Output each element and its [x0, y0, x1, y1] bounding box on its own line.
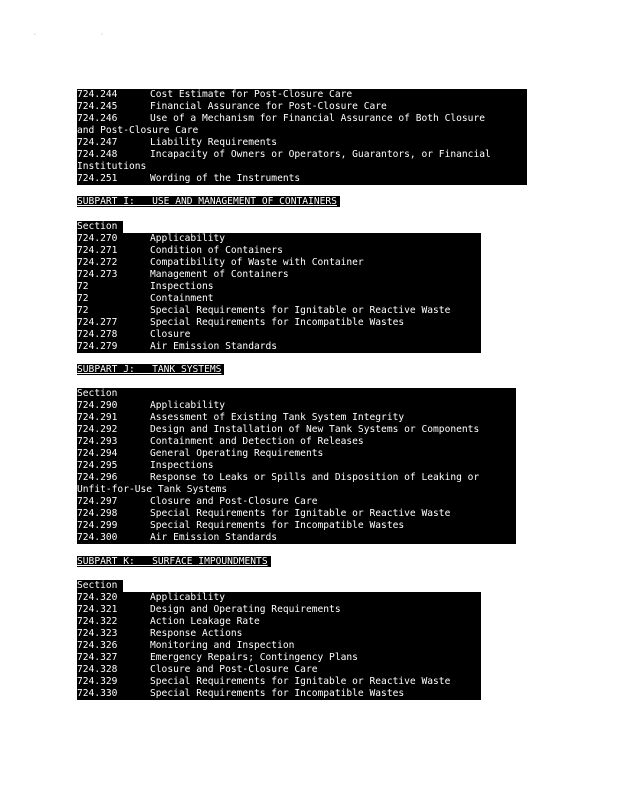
top-section-title: Financial Assurance for Post-Closure Care — [150, 101, 387, 112]
subpart-i-row — [77, 341, 481, 353]
subpart-i-row — [77, 293, 481, 305]
top-row — [77, 113, 527, 125]
subpart-i-section-number: 724.273 — [77, 269, 118, 280]
subpart-j-section-title: General Operating Requirements — [150, 448, 324, 459]
subpart-j-heading: SUBPART J: TANK SYSTEMS — [77, 364, 224, 375]
subpart-i-section-number: 724.277 — [77, 317, 118, 328]
subpart-i-section-title: Air Emission Standards — [150, 341, 278, 352]
subpart-i-row — [77, 305, 481, 317]
subpart-k-section-title: Special Requirements for Incompatible Wastes — [150, 688, 405, 699]
subpart-k-section-title: Action Leakage Rate — [150, 616, 260, 627]
subpart-j-section-number: 724.299 — [77, 520, 118, 531]
subpart-i-row — [77, 233, 481, 245]
subpart-i-heading: SUBPART I: USE AND MANAGEMENT OF CONTAINERS — [77, 196, 340, 207]
subpart-i-section-number: 724.270 — [77, 233, 118, 244]
top-row — [77, 173, 527, 185]
subpart-i-section-title: Condition of Containers — [150, 245, 283, 256]
top-row — [77, 101, 527, 113]
subpart-j-list — [77, 388, 516, 544]
subpart-k-row — [77, 592, 481, 604]
top-section-title: Liability Requirements — [150, 137, 278, 148]
subpart-j-section-number: 724.297 — [77, 496, 118, 507]
top-section-title: Use of a Mechanism for Financial Assurance of Both Closure — [150, 113, 486, 124]
scan-specks: · · — [33, 31, 134, 38]
subpart-j-row — [77, 448, 516, 460]
subpart-k-section-number: 724.320 — [77, 592, 118, 603]
subpart-k-row — [77, 640, 481, 652]
subpart-j-row — [77, 436, 516, 448]
subpart-k-row — [77, 628, 481, 640]
subpart-j-section-number: 724.291 — [77, 412, 118, 423]
subpart-j-row — [77, 508, 516, 520]
subpart-i-section-number: 724.272 — [77, 257, 118, 268]
subpart-k-section-title: Closure and Post-Closure Care — [150, 664, 318, 675]
subpart-j-row — [77, 484, 516, 496]
subpart-k-row — [77, 688, 481, 700]
subpart-k-section-number: 724.326 — [77, 640, 118, 651]
top-section-number: 724.244 — [77, 89, 118, 100]
subpart-j-row — [77, 400, 516, 412]
subpart-i-section-label: Section — [77, 221, 123, 233]
top-row — [77, 161, 527, 173]
subpart-i-section-number: 72 — [77, 281, 89, 292]
subpart-k-section-number: 724.327 — [77, 652, 118, 663]
subpart-k-section-number: 724.328 — [77, 664, 118, 675]
subpart-k-section-number: 724.321 — [77, 604, 118, 615]
subpart-k-section-label: Section — [77, 580, 123, 592]
top-section-number: 724.247 — [77, 137, 118, 148]
subpart-k-section-number: 724.330 — [77, 688, 118, 699]
subpart-i-section-title: Applicability — [150, 233, 226, 244]
subpart-j-row — [77, 412, 516, 424]
subpart-i-section-title: Closure — [150, 329, 191, 340]
subpart-i-row — [77, 245, 481, 257]
subpart-i-section-number: 724.271 — [77, 245, 118, 256]
subpart-k-list — [77, 592, 481, 700]
subpart-i-section-number: 72 — [77, 305, 89, 316]
subpart-k-row — [77, 664, 481, 676]
top-row — [77, 125, 527, 137]
subpart-i-section-title: Special Requirements for Incompatible Wastes — [150, 317, 405, 328]
subpart-k-section-title: Special Requirements for Ignitable or Reactive Waste — [150, 676, 451, 687]
subpart-k-section-title: Emergency Repairs; Contingency Plans — [150, 652, 358, 663]
top-section-number: 724.245 — [77, 101, 118, 112]
subpart-j-section-title: Inspections — [150, 460, 214, 471]
subpart-j-section-number: 724.295 — [77, 460, 118, 471]
subpart-j-section-title: Containment and Detection of Releases — [150, 436, 364, 447]
subpart-k-row — [77, 676, 481, 688]
subpart-k-section-number: 724.323 — [77, 628, 118, 639]
subpart-k-row — [77, 652, 481, 664]
top-section-number: 724.248 — [77, 149, 118, 160]
subpart-j-section-label-text: Section — [77, 388, 118, 399]
subpart-j-row — [77, 472, 516, 484]
subpart-j-section-number: 724.300 — [77, 532, 118, 543]
subpart-i-list — [77, 233, 481, 353]
subpart-i-section-title: Inspections — [150, 281, 214, 292]
subpart-i-section-title: Containment — [150, 293, 214, 304]
subpart-j-section-title: Closure and Post-Closure Care — [150, 496, 318, 507]
subpart-k-section-title: Applicability — [150, 592, 226, 603]
subpart-j-section-title: Assessment of Existing Tank System Integrity — [150, 412, 405, 423]
subpart-j-section-title: Air Emission Standards — [150, 532, 278, 543]
subpart-j-section-number: 724.294 — [77, 448, 118, 459]
subpart-k-section-title: Response Actions — [150, 628, 243, 639]
subpart-j-row — [77, 424, 516, 436]
subpart-i-section-number: 724.278 — [77, 329, 118, 340]
subpart-i-row — [77, 281, 481, 293]
subpart-i-section-title: Management of Containers — [150, 269, 289, 280]
subpart-i-section-number: 72 — [77, 293, 89, 304]
subpart-j-section-number: 724.296 — [77, 472, 118, 483]
subpart-i-row — [77, 269, 481, 281]
subpart-k-section-number: 724.329 — [77, 676, 118, 687]
top-section-title: Wording of the Instruments — [150, 173, 301, 184]
subpart-j-section-number: 724.298 — [77, 508, 118, 519]
subpart-j-section-number: 724.292 — [77, 424, 118, 435]
subpart-j-row — [77, 520, 516, 532]
subpart-j-section-title: Design and Installation of New Tank Systems or Components — [150, 424, 480, 435]
subpart-j-row — [77, 460, 516, 472]
subpart-j-section-label — [77, 388, 516, 400]
subpart-j-section-title: Special Requirements for Ignitable or Reactive Waste — [150, 508, 451, 519]
subpart-j-section-title: Response to Leaks or Spills and Disposition of Leaking or — [150, 472, 480, 483]
subpart-j-row-continuation: Unfit-for-Use Tank Systems — [77, 484, 228, 495]
top-row — [77, 89, 527, 101]
subpart-i-section-title: Compatibility of Waste with Container — [150, 257, 364, 268]
subpart-k-section-title: Monitoring and Inspection — [150, 640, 295, 651]
top-row-continuation: Institutions — [77, 161, 147, 172]
top-row — [77, 137, 527, 149]
subpart-k-section-title: Design and Operating Requirements — [150, 604, 341, 615]
subpart-i-section-number: 724.279 — [77, 341, 118, 352]
subpart-k-heading: SUBPART K: SURFACE IMPOUNDMENTS — [77, 556, 271, 567]
subpart-i-row — [77, 257, 481, 269]
subpart-j-section-number: 724.290 — [77, 400, 118, 411]
subpart-i-row — [77, 329, 481, 341]
top-section-list — [77, 89, 527, 185]
subpart-k-section-number: 724.322 — [77, 616, 118, 627]
top-row-continuation: and Post-Closure Care — [77, 125, 199, 136]
subpart-j-row — [77, 532, 516, 544]
subpart-j-section-title: Special Requirements for Incompatible Wastes — [150, 520, 405, 531]
top-section-number: 724.246 — [77, 113, 118, 124]
top-section-title: Cost Estimate for Post-Closure Care — [150, 89, 353, 100]
subpart-j-section-title: Applicability — [150, 400, 226, 411]
subpart-k-row — [77, 604, 481, 616]
top-section-title: Incapacity of Owners or Operators, Guarantors, or Financial — [150, 149, 491, 160]
subpart-i-section-title: Special Requirements for Ignitable or Reactive Waste — [150, 305, 451, 316]
top-row — [77, 149, 527, 161]
subpart-j-section-number: 724.293 — [77, 436, 118, 447]
subpart-i-row — [77, 317, 481, 329]
top-section-number: 724.251 — [77, 173, 118, 184]
subpart-j-row — [77, 496, 516, 508]
subpart-k-row — [77, 616, 481, 628]
